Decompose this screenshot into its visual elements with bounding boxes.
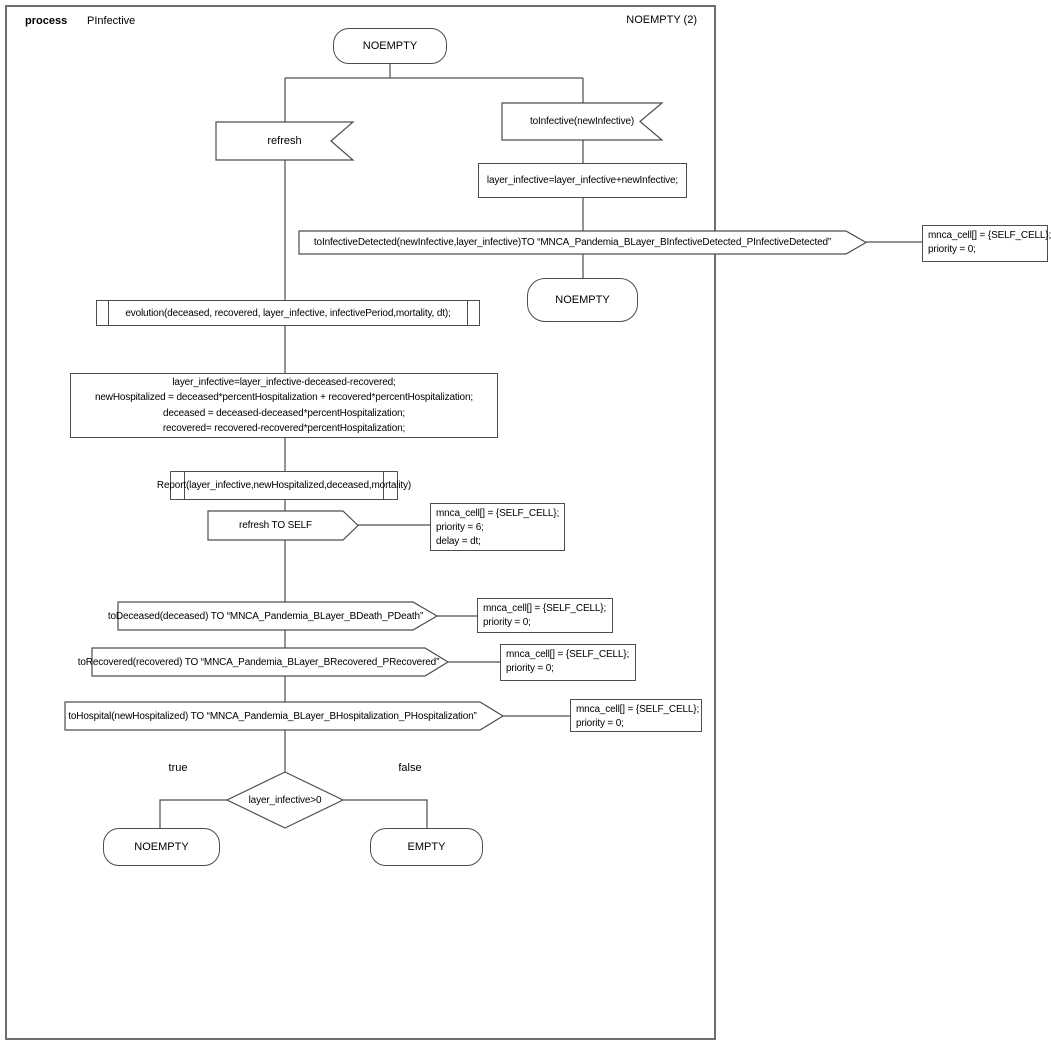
decision-diamond[interactable] [227, 772, 343, 828]
state-after-detect[interactable] [527, 278, 638, 322]
action-report-label: Report(layer_infective,newHospitalized,deceased,mortality) [156, 480, 412, 491]
note-line: mnca_cell[] = {SELF_CELL}; [576, 704, 700, 715]
send-refresh-self-label: refresh TO SELF [239, 520, 312, 531]
update-line: recovered= recovered-recovered*percentHospitalization; [162, 423, 406, 434]
action-evolution-box[interactable] [96, 300, 480, 326]
predefined-bar [184, 472, 185, 499]
action-add-infective-label: layer_infective=layer_infective+newInfective; [486, 175, 679, 186]
decision-false-label: false [398, 762, 422, 774]
send-hospital-shape[interactable] [65, 702, 503, 730]
send-recovered-shape[interactable] [77, 648, 448, 676]
note-line: mnca_cell[] = {SELF_CELL}; [928, 230, 1051, 241]
note-line: priority = 0; [483, 617, 531, 628]
receive-refresh-shape[interactable] [216, 122, 353, 160]
action-update-box[interactable] [70, 373, 498, 438]
state-result-false[interactable] [370, 828, 483, 866]
note-hospital[interactable] [570, 699, 702, 732]
state-result-false-label: EMPTY [407, 841, 446, 853]
predefined-bar [108, 301, 109, 325]
note-deceased[interactable] [477, 598, 613, 633]
note-line: delay = dt; [436, 536, 481, 547]
send-deceased-shape[interactable] [118, 602, 437, 630]
state-start[interactable] [333, 28, 447, 64]
note-refresh-self[interactable] [430, 503, 565, 551]
decision-true-label: true [168, 762, 188, 774]
send-hospital-label: toHospital(newHospitalized) TO “MNCA_Pandemia_BLayer_BHospitalization_PHospitalization” [68, 710, 477, 722]
state-result-true[interactable] [103, 828, 220, 866]
action-evolution-label: evolution(deceased, recovered, layer_infective, infectivePeriod,mortality, dt); [125, 307, 451, 319]
update-line: deceased = deceased-deceased*percentHospitalization; [162, 407, 406, 419]
action-report-box[interactable] [170, 471, 398, 500]
note-line: mnca_cell[] = {SELF_CELL}; [436, 508, 560, 519]
decision-condition-label: layer_infective>0 [248, 794, 322, 806]
send-deceased-label: toDeceased(deceased) TO “MNCA_Pandemia_BLayer_BDeath_PDeath” [107, 610, 424, 622]
receive-refresh-label: refresh [267, 135, 302, 147]
note-line: priority = 0; [576, 718, 624, 729]
action-add-infective-box[interactable] [478, 163, 687, 198]
note-line: priority = 0; [928, 244, 976, 255]
note-infective-detected[interactable] [922, 225, 1051, 262]
note-line: priority = 6; [436, 522, 484, 533]
process-name: PInfective [87, 15, 136, 27]
update-line: layer_infective=layer_infective-deceased-recovered; [172, 376, 396, 388]
process-keyword: process [25, 15, 68, 27]
state-reference: NOEMPTY (2) [626, 14, 697, 26]
state-start-label: NOEMPTY [362, 40, 418, 52]
predefined-bar [383, 472, 384, 499]
predefined-bar [467, 301, 468, 325]
send-recovered-label: toRecovered(recovered) TO “MNCA_Pandemia_BLayer_BRecovered_PRecovered” [77, 656, 440, 668]
state-after-detect-label: NOEMPTY [555, 294, 610, 306]
receive-toinfective-label: toInfective(newInfective) [529, 116, 635, 127]
note-line: mnca_cell[] = {SELF_CELL}; [483, 603, 607, 614]
note-line: priority = 0; [506, 663, 554, 674]
send-infective-detected-label: toInfectiveDetected(newInfective,layer_infective)TO “MNCA_Pandemia_BLayer_BInfectiveDetected_PInfectiveDetected” [313, 237, 832, 248]
note-recovered[interactable] [500, 644, 636, 681]
receive-toinfective-shape[interactable] [502, 103, 662, 140]
state-result-true-label: NOEMPTY [134, 841, 189, 853]
send-infective-detected-shape[interactable] [299, 231, 866, 254]
update-line: newHospitalized = deceased*percentHospitalization + recovered*percentHospitalization; [94, 392, 474, 403]
send-refresh-self-shape[interactable] [208, 511, 358, 540]
note-line: mnca_cell[] = {SELF_CELL}; [506, 649, 630, 660]
